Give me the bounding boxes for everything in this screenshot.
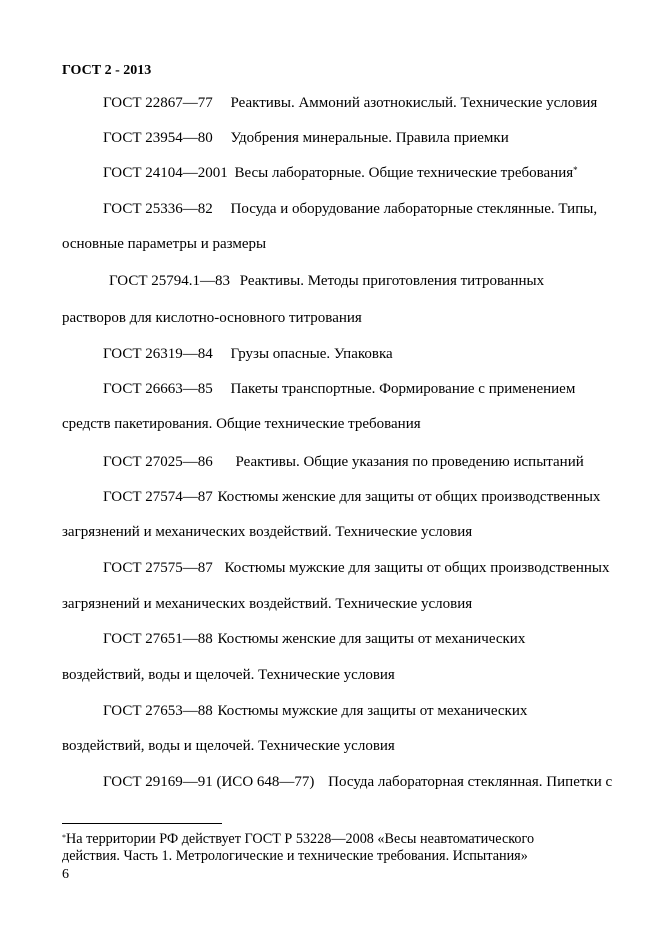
standard-title-continued: загрязнений и механических воздействий. Технические условия — [62, 596, 473, 612]
page-number: 6 — [62, 867, 69, 882]
standard-code: ГОСТ 26663—85 — [103, 381, 213, 397]
standard-title: Посуда и оборудование лабораторные стеклянные. Типы, — [230, 201, 598, 217]
list-item — [103, 488, 600, 506]
standard-title: Костюмы женские для защиты от механических — [217, 631, 526, 647]
list-item — [103, 702, 527, 720]
list-item — [109, 272, 544, 290]
standard-title: Пакеты транспортные. Формирование с применением — [230, 381, 576, 397]
list-item — [103, 345, 393, 363]
standard-title-continued: основные параметры и размеры — [62, 236, 267, 252]
standard-code: ГОСТ 25794.1—83 — [109, 273, 230, 289]
footnote-mark: * — [573, 165, 578, 175]
standard-title: Грузы опасные. Упаковка — [230, 346, 393, 362]
standard-title-continued: воздействий, воды и щелочей. Технические условия — [62, 667, 395, 683]
list-item — [103, 94, 597, 112]
standard-title: Костюмы женские для защиты от общих производственных — [217, 489, 601, 505]
standard-title: Удобрения минеральные. Правила приемки — [230, 130, 509, 146]
standard-code: ГОСТ 27574—87 — [103, 489, 213, 505]
list-item — [103, 773, 612, 791]
footnote-text: На территории РФ действует ГОСТ Р 53228—2008 «Весы неавтоматического — [66, 831, 535, 847]
list-item — [103, 630, 525, 648]
footnote-line — [62, 831, 534, 848]
standard-code: ГОСТ 26319—84 — [103, 346, 213, 362]
standard-title: Реактивы. Аммоний азотнокислый. Технические условия — [230, 95, 598, 111]
standard-code: ГОСТ 23954—80 — [103, 130, 213, 146]
list-item — [103, 380, 575, 398]
footnote-mark: * — [62, 833, 66, 842]
standard-title: Костюмы мужские для защиты от общих производственных — [224, 560, 610, 576]
standard-title: Реактивы. Методы приготовления титрованных — [239, 273, 545, 289]
list-item — [103, 164, 578, 182]
standard-title-continued: средств пакетирования. Общие технические требования — [62, 416, 421, 432]
standard-code: ГОСТ 27575—87 — [103, 560, 213, 576]
footnote-divider — [62, 823, 222, 824]
standard-title: Посуда лабораторная стеклянная. Пипетки с — [328, 774, 613, 790]
standard-code: ГОСТ 27653—88 — [103, 703, 213, 719]
standard-code: ГОСТ 25336—82 — [103, 201, 213, 217]
standard-title: Реактивы. Общие указания по проведению испытаний — [235, 454, 584, 470]
list-item — [103, 200, 597, 218]
standard-code: ГОСТ 27651—88 — [103, 631, 213, 647]
standard-title-continued: загрязнений и механических воздействий. Технические условия — [62, 524, 473, 540]
standard-code: ГОСТ 27025—86 — [103, 454, 213, 470]
standard-code: ГОСТ 24104—2001 — [103, 165, 228, 181]
standard-title: Весы лабораторные. Общие технические требования — [234, 165, 574, 181]
page-header: ГОСТ 2 - 2013 — [62, 63, 152, 78]
footnote-text: действия. Часть 1. Метрологические и технические требования. Испытания» — [62, 848, 528, 864]
standard-title-continued: воздействий, воды и щелочей. Технические условия — [62, 738, 395, 754]
list-item — [103, 129, 509, 147]
list-item — [103, 559, 609, 577]
standard-title-continued: растворов для кислотно-основного титрования — [62, 310, 362, 326]
standard-title: Костюмы мужские для защиты от механических — [217, 703, 528, 719]
list-item — [103, 453, 584, 471]
standard-code: ГОСТ 22867—77 — [103, 95, 213, 111]
standard-code: ГОСТ 29169—91 (ИСО 648—77) — [103, 774, 315, 790]
